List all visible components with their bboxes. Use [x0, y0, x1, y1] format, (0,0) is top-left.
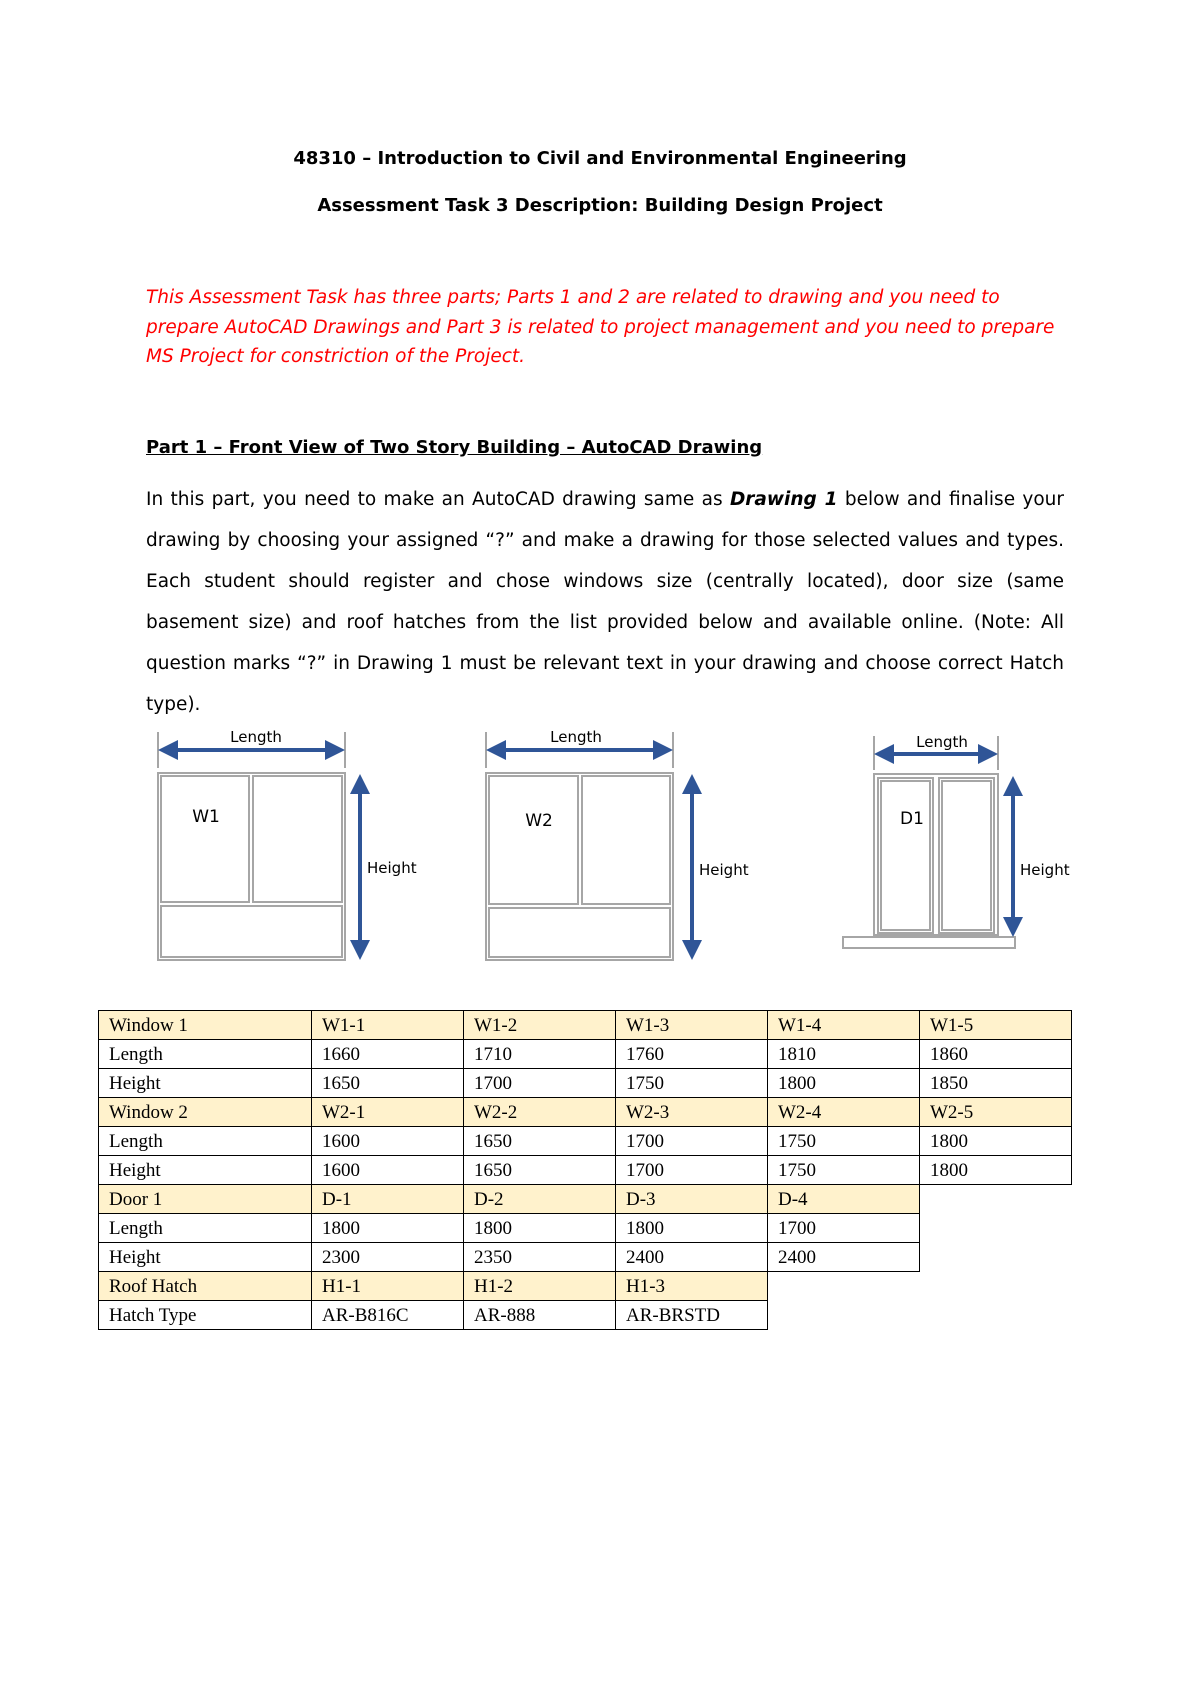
- table-cell: AR-888: [464, 1301, 616, 1330]
- table-cell: W1-3: [616, 1011, 768, 1040]
- part1-text-a: In this part, you need to make an AutoCAD drawing same as: [146, 489, 723, 510]
- table-cell: W2-1: [312, 1098, 464, 1127]
- table-row: [99, 1069, 1072, 1098]
- table-cell: 1800: [920, 1156, 1072, 1185]
- table-cell: AR-BRSTD: [616, 1301, 768, 1330]
- table-cell: 1700: [768, 1214, 920, 1243]
- table-cell: W1-4: [768, 1011, 920, 1040]
- course-title: 48310 – Introduction to Civil and Environmental Engineering: [293, 148, 907, 169]
- table-empty-cell: [768, 1272, 920, 1301]
- table-row: [99, 1301, 1072, 1330]
- table-row: [99, 1156, 1072, 1185]
- table-cell: 1860: [920, 1040, 1072, 1069]
- table-cell: 1760: [616, 1040, 768, 1069]
- table-cell: D-3: [616, 1185, 768, 1214]
- table-cell: Length: [99, 1214, 312, 1243]
- table-cell: 1750: [616, 1069, 768, 1098]
- table-cell: W2-5: [920, 1098, 1072, 1127]
- table-cell: H1-1: [312, 1272, 464, 1301]
- selection-table: [98, 1010, 1072, 1330]
- table-cell: H1-3: [616, 1272, 768, 1301]
- table-cell: 2400: [616, 1243, 768, 1272]
- table-cell: W1-5: [920, 1011, 1072, 1040]
- intro-paragraph: This Assessment Task has three parts; Parts 1 and 2 are related to drawing and you need to prepare AutoCAD Drawings and Part 3 is related to project management and you need to prepare MS Project for constriction of the Project.: [146, 287, 1055, 367]
- table-cell: Roof Hatch: [99, 1272, 312, 1301]
- table-row: [99, 1098, 1072, 1127]
- table-cell: 1800: [768, 1069, 920, 1098]
- table-cell: Length: [99, 1127, 312, 1156]
- table-cell: 1710: [464, 1040, 616, 1069]
- table-cell: 1850: [920, 1069, 1072, 1098]
- table-empty-cell: [920, 1214, 1072, 1243]
- table-cell: 1750: [768, 1127, 920, 1156]
- table-empty-cell: [920, 1243, 1072, 1272]
- d1-label: D1: [900, 809, 924, 829]
- table-cell: 1750: [768, 1156, 920, 1185]
- drawing-ref: Drawing 1: [729, 489, 838, 510]
- table-cell: W1-2: [464, 1011, 616, 1040]
- w1-height-label: Height: [367, 859, 417, 877]
- table-cell: Hatch Type: [99, 1301, 312, 1330]
- window-w2-diagram: [486, 732, 673, 960]
- table-cell: 1800: [312, 1214, 464, 1243]
- d1-height-label: Height: [1020, 861, 1070, 879]
- table-cell: Window 1: [99, 1011, 312, 1040]
- w2-label: W2: [525, 811, 553, 831]
- window-w1-diagram: [158, 732, 345, 960]
- table-cell: W1-1: [312, 1011, 464, 1040]
- table-row: [99, 1214, 1072, 1243]
- table-row: [99, 1040, 1072, 1069]
- table-cell: 1800: [616, 1214, 768, 1243]
- table-cell: D-2: [464, 1185, 616, 1214]
- task-title: Assessment Task 3 Description: Building Design Project: [317, 195, 883, 216]
- table-cell: H1-2: [464, 1272, 616, 1301]
- d1-length-label: Length: [916, 733, 968, 751]
- table-empty-cell: [920, 1301, 1072, 1330]
- table-cell: Length: [99, 1040, 312, 1069]
- table-cell: 1800: [920, 1127, 1072, 1156]
- table-cell: 1700: [464, 1069, 616, 1098]
- table-cell: 1700: [616, 1127, 768, 1156]
- table-cell: 2300: [312, 1243, 464, 1272]
- table-empty-cell: [920, 1185, 1072, 1214]
- table-cell: 1650: [312, 1069, 464, 1098]
- part1-heading: Part 1 – Front View of Two Story Building – AutoCAD Drawing: [146, 437, 763, 458]
- table-cell: 1650: [464, 1127, 616, 1156]
- table-cell: 1810: [768, 1040, 920, 1069]
- door-d1-diagram: [843, 736, 1015, 948]
- table-row: [99, 1011, 1072, 1040]
- table-cell: W2-4: [768, 1098, 920, 1127]
- table-cell: Door 1: [99, 1185, 312, 1214]
- table-cell: 1600: [312, 1156, 464, 1185]
- table-row: [99, 1243, 1072, 1272]
- table-cell: Height: [99, 1243, 312, 1272]
- table-cell: D-4: [768, 1185, 920, 1214]
- table-row: [99, 1272, 1072, 1301]
- table-cell: Height: [99, 1156, 312, 1185]
- table-empty-cell: [920, 1272, 1072, 1301]
- part1-text-b: below and finalise your drawing by choosing your assigned “?” and make a drawing for those selected values and types. Each student should register and chose windows size (centrally located), door size (same basement size) and roof hatches from the list provided below and available online. (Note: All question marks “?” in Drawing 1 must be relevant text in your drawing and choose correct Hatch type).: [146, 489, 1064, 715]
- table-row: [99, 1127, 1072, 1156]
- table-cell: D-1: [312, 1185, 464, 1214]
- table-cell: 1600: [312, 1127, 464, 1156]
- w1-length-label: Length: [230, 728, 282, 746]
- w1-label: W1: [192, 807, 220, 827]
- table-cell: 2400: [768, 1243, 920, 1272]
- table-row: [99, 1185, 1072, 1214]
- table-empty-cell: [768, 1301, 920, 1330]
- table-cell: Height: [99, 1069, 312, 1098]
- w2-height-label: Height: [699, 861, 749, 879]
- table-cell: 2350: [464, 1243, 616, 1272]
- table-cell: 1650: [464, 1156, 616, 1185]
- table-cell: AR-B816C: [312, 1301, 464, 1330]
- w2-length-label: Length: [550, 728, 602, 746]
- table-cell: 1800: [464, 1214, 616, 1243]
- table-cell: W2-2: [464, 1098, 616, 1127]
- table-cell: W2-3: [616, 1098, 768, 1127]
- table-cell: Window 2: [99, 1098, 312, 1127]
- table-cell: 1700: [616, 1156, 768, 1185]
- table-cell: 1660: [312, 1040, 464, 1069]
